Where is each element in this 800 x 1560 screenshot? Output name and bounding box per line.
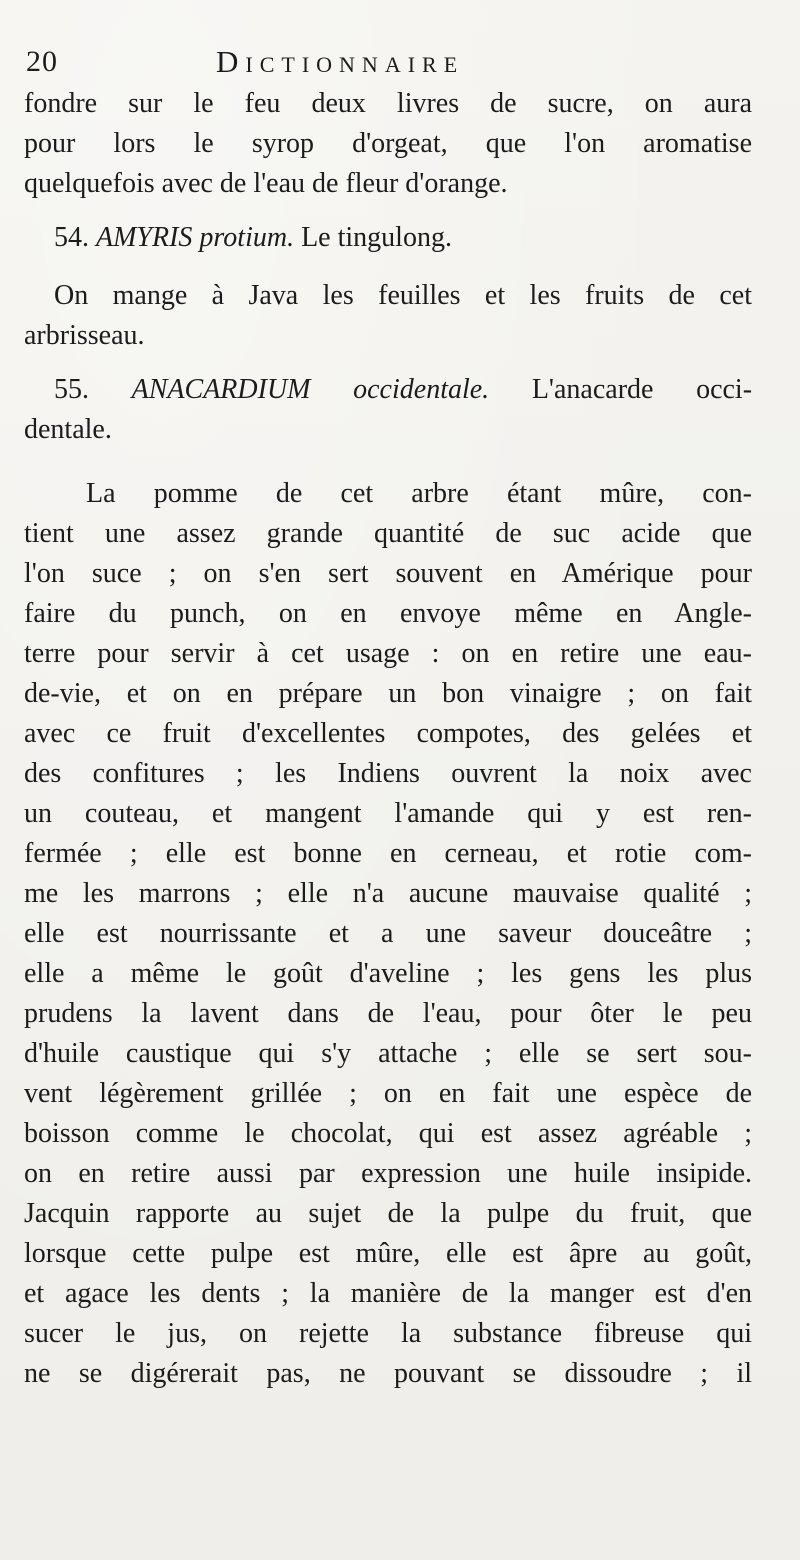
text-line: l'on suce ; on s'en sert souvent en Amérique pour — [24, 558, 752, 589]
text-line: pour lors le syrop d'orgeat, que l'on aromatise — [24, 128, 752, 159]
page-number: 20 — [26, 45, 58, 78]
running-head — [26, 44, 746, 80]
text-line: d'huile caustique qui s'y attache ; elle se sert sou- — [24, 1038, 752, 1069]
text-line: elle a même le goût d'aveline ; les gens les plus — [24, 958, 752, 989]
text-line: lorsque cette pulpe est mûre, elle est âpre au goût, — [24, 1238, 752, 1269]
text-line: terre pour servir à cet usage : on en retire une eau- — [24, 638, 752, 669]
text-line: faire du punch, on en envoye même en Angle- — [24, 598, 752, 629]
text-line: vent légèrement grillée ; on en fait une espèce de — [24, 1078, 752, 1109]
text-line: de-vie, et on en prépare un bon vinaigre ; on fait — [24, 678, 752, 709]
text-line: avec ce fruit d'excellentes compotes, des gelées et — [24, 718, 752, 749]
entry-number: 55. — [54, 374, 89, 405]
text-line: prudens la lavent dans de l'eau, pour ôter le peu — [24, 998, 752, 1029]
text-line: elle est nourrissante et a une saveur douceâtre ; — [24, 918, 752, 949]
text-line: boisson comme le chocolat, qui est assez agréable ; — [24, 1118, 752, 1149]
text-line: Jacquin rapporte au sujet de la pulpe du fruit, que — [24, 1198, 752, 1229]
entry-french-name: L'anacarde occi- — [531, 374, 753, 405]
text-line: me les marrons ; elle n'a aucune mauvaise qualité ; — [24, 878, 752, 909]
text-line: des confitures ; les Indiens ouvrent la noix avec — [24, 758, 752, 789]
entry-french-name: Le tingulong. — [301, 222, 452, 253]
text-line: fermée ; elle est bonne en cerneau, et rotie com- — [24, 838, 752, 869]
text-line: et agace les dents ; la manière de la manger est d'en — [24, 1278, 752, 1309]
entry-latin-name: ANACARDIUM occidentale. — [131, 374, 490, 405]
text-line: sucer le jus, on rejette la substance fibreuse qui — [24, 1318, 752, 1349]
text-line: on en retire aussi par expression une huile insipide. — [24, 1158, 752, 1189]
text-line: un couteau, et mangent l'amande qui y est ren- — [24, 798, 752, 829]
running-title: Dictionnaire — [216, 44, 465, 79]
text-line: tient une assez grande quantité de suc acide que — [24, 518, 752, 549]
entry-number: 54. — [54, 222, 89, 253]
text-line: ne se digérerait pas, ne pouvant se dissoudre ; il — [24, 1358, 752, 1389]
entry-heading-54 — [24, 218, 752, 258]
text-line: quelquefois avec de l'eau de fleur d'orange. — [24, 168, 508, 199]
entry-latin-name: AMYRIS protium. — [96, 222, 295, 253]
text-line: La pomme de cet arbre étant mûre, con- — [86, 478, 752, 509]
body-text — [24, 84, 752, 1394]
entry-heading-55 — [24, 370, 752, 410]
text-line: On mange à Java les feuilles et les fruits de cet — [54, 280, 752, 311]
text-line: fondre sur le feu deux livres de sucre, on aura — [24, 88, 752, 119]
text-line: dentale. — [24, 414, 112, 445]
text-line: arbrisseau. — [24, 320, 145, 351]
